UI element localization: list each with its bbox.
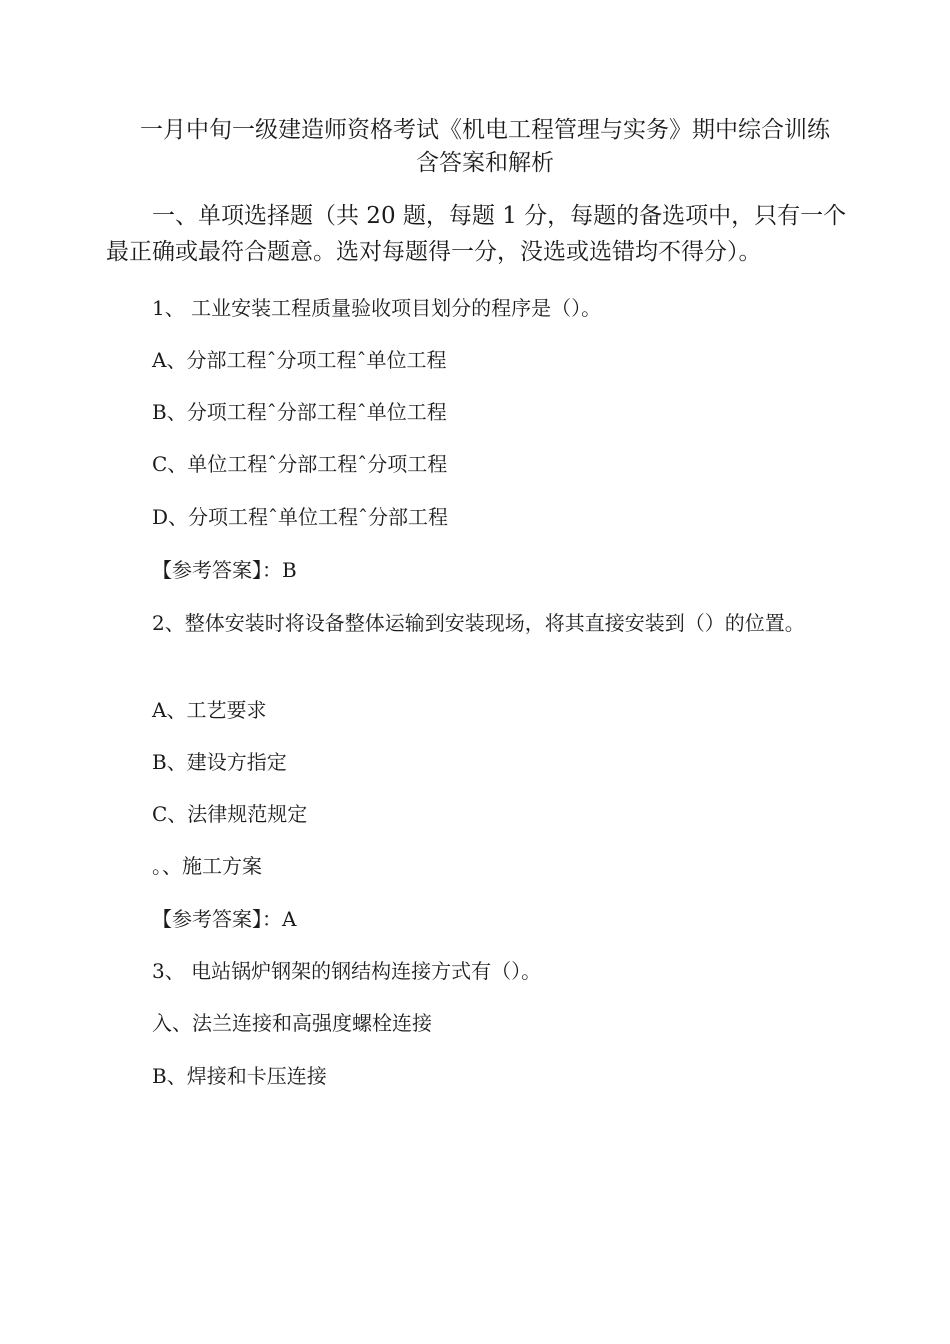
section-heading: 一、单项选择题（共 20 题，每题 1 分，每题的备选项中，只有一个最正确或最符合题意。选对每题得一分，没选或选错均不得分）。 bbox=[106, 203, 847, 265]
question-2-option-c: C、法律规范规定 bbox=[152, 802, 308, 826]
answer-label: 【参考答案】 bbox=[152, 558, 262, 582]
question-3-option-a: 入、法兰连接和高强度螺栓连接 bbox=[152, 1011, 432, 1035]
question-1-option-a: A、分部工程ˆ分项工程ˆ单位工程 bbox=[152, 348, 447, 372]
answer-value: ：B bbox=[262, 558, 297, 582]
answer-value: ：A bbox=[262, 907, 297, 931]
question-1-option-c: C、单位工程ˆ分部工程ˆ分项工程 bbox=[152, 452, 448, 476]
document-title bbox=[100, 114, 870, 180]
question-2-option-b: B、建设方指定 bbox=[152, 750, 287, 774]
title-line-1: 一月中旬一级建造师资格考试《机电工程管理与实务》期中综合训练 bbox=[140, 117, 830, 143]
question-1-answer bbox=[152, 556, 297, 584]
question-2-stem: 2、整体安装时将设备整体运输到安装现场，将其直接安装到（）的位置。 bbox=[152, 611, 805, 635]
question-1-option-d: D、分项工程ˆ单位工程ˆ分部工程 bbox=[152, 505, 449, 529]
question-2-option-d: 。、施工方案 bbox=[152, 854, 262, 878]
question-1-option-b: B、分项工程ˆ分部工程ˆ单位工程 bbox=[152, 400, 447, 424]
question-2-answer bbox=[152, 905, 296, 933]
question-3-option-b: B、焊接和卡压连接 bbox=[152, 1064, 327, 1088]
title-line-2: 含答案和解析 bbox=[416, 150, 554, 176]
answer-label: 【参考答案】 bbox=[152, 907, 262, 931]
question-2-option-a: A、工艺要求 bbox=[152, 698, 267, 722]
question-1-stem: 1、 工业安装工程质量验收项目划分的程序是（）。 bbox=[152, 296, 602, 320]
question-3-stem: 3、 电站锅炉钢架的钢结构连接方式有（）。 bbox=[152, 959, 542, 983]
